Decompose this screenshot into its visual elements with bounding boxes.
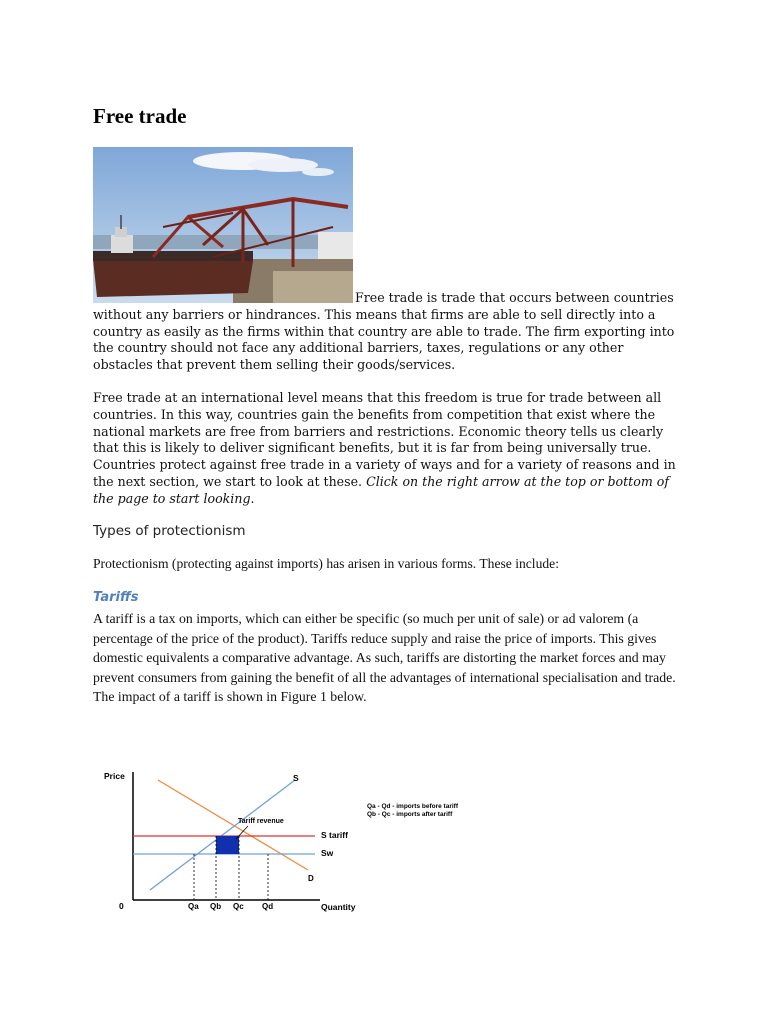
- ship-photo: [93, 147, 353, 303]
- supply-curve: [150, 780, 295, 890]
- demand-curve: [158, 780, 308, 870]
- navigation-hint: Click on the right arrow at the top or bottom of the page to start looking: [93, 473, 670, 506]
- para2-text: Free trade at an international level means that this freedom is true for trade between all countries. In this way, countries gain the benefits from competition that exist where the national markets are free from barriers and restrictions. Economic theory tells us clearly that this is likely to deliver significant benefits, but it is far from being universally true. Countries protect against free trade in a variety of ways and for a variety of reasons and in the next section, we start to look at these.: [93, 390, 676, 489]
- origin-label: 0: [119, 901, 124, 911]
- imports-note-1: Qa - Qd - imports before tariff: [367, 803, 459, 810]
- free-trade-paragraph: [93, 390, 683, 508]
- section-heading: Types of protectionism: [93, 523, 246, 539]
- qd-label: Qd: [262, 902, 274, 911]
- para2-end: .: [250, 490, 255, 506]
- tariff-revenue-label: Tariff revenue: [238, 818, 284, 825]
- s-label: S: [293, 773, 299, 783]
- tariff-diagram: [100, 760, 500, 920]
- d-label: D: [308, 874, 314, 883]
- price-label: Price: [104, 771, 125, 781]
- protectionism-paragraph: Protectionism (protecting against imports) has arisen in various forms. These include:: [93, 556, 559, 571]
- tariffs-paragraph: A tariff is a tax on imports, which can either be specific (so much per unit of sale) or ad valorem (a percentage of the price of the product). Tariffs reduce supply and raise the price of imports. This gives domestic equivalents a comparative advantage. As such, tariffs are distorting the market forces and may prevent consumers from gaining the benefit of all the advantages of international specialisation and trade. The impact of a tariff is shown in Figure 1 below.: [93, 611, 676, 705]
- s-tariff-label: S tariff: [321, 830, 348, 840]
- quantity-label: Quantity: [321, 902, 356, 912]
- qa-label: Qa: [188, 902, 199, 911]
- page-title: Free trade: [93, 104, 187, 128]
- sw-label: Sw: [321, 848, 334, 858]
- intro-paragraph: Free trade is trade that occurs between countries without any barriers or hindrances. This means that firms are able to sell directly into a country as easily as the firms within that country are able to trade. The firm exporting into the country should not face any additional barriers, taxes, regulations or any other obstacles that prevent them selling their goods/services.: [93, 290, 675, 373]
- tariff-revenue-box: [216, 836, 239, 854]
- qc-label: Qc: [233, 902, 244, 911]
- tariffs-heading: Tariffs: [93, 590, 139, 605]
- qb-label: Qb: [210, 902, 222, 911]
- imports-note-2: Qb - Qc - imports after tariff: [367, 811, 453, 818]
